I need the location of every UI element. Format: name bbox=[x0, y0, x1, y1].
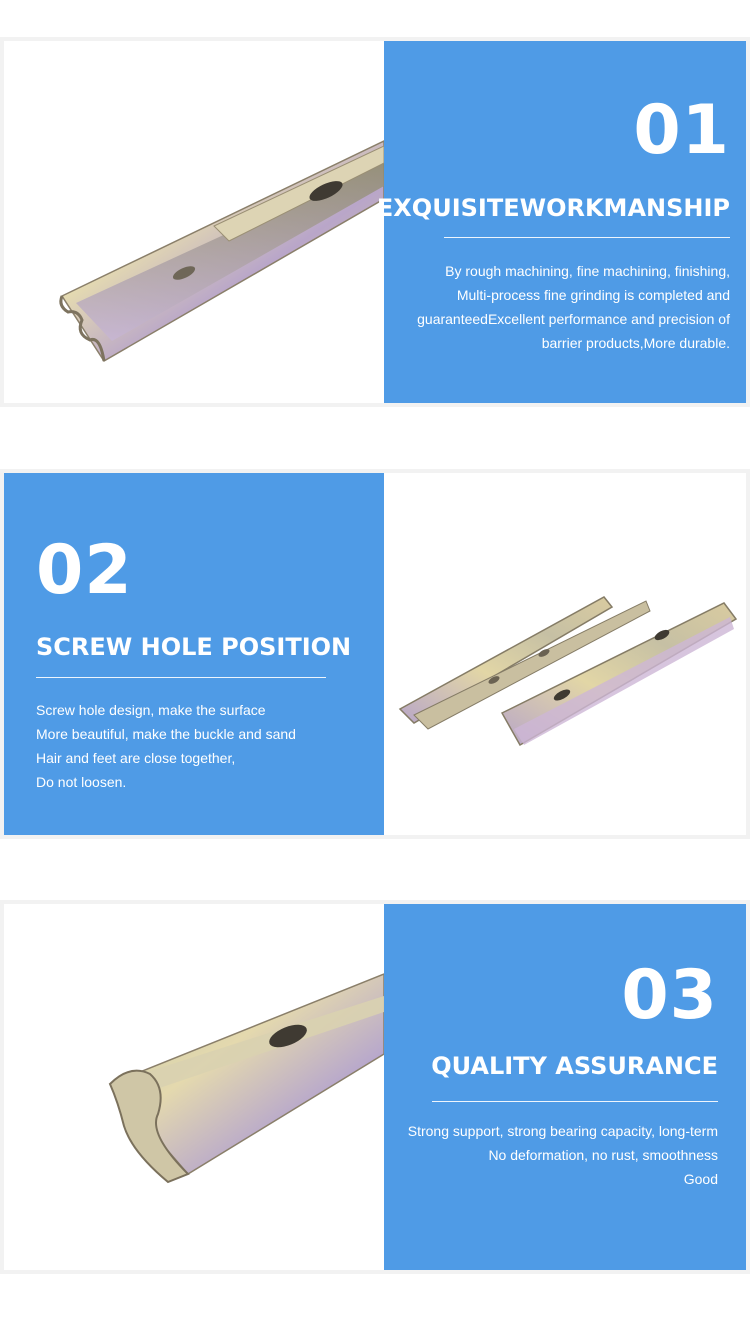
section-number: 03 bbox=[621, 956, 718, 1035]
description-line: barrier products,More durable. bbox=[541, 335, 730, 351]
section-description bbox=[378, 1119, 718, 1191]
description-line: More beautiful, make the buckle and sand bbox=[36, 726, 296, 742]
product-photo-1 bbox=[4, 41, 384, 403]
metal-rail-closeup-icon bbox=[4, 904, 384, 1270]
feature-panel-1 bbox=[376, 41, 746, 403]
divider bbox=[36, 677, 326, 678]
feature-card-3 bbox=[0, 900, 750, 1274]
description-line: Do not loosen. bbox=[36, 774, 127, 790]
metal-rail-single-icon bbox=[4, 41, 384, 403]
description-line: By rough machining, fine machining, finishing, bbox=[445, 263, 730, 279]
section-title: SCREW HOLE POSITION bbox=[36, 633, 352, 661]
section-description bbox=[36, 698, 366, 794]
divider bbox=[432, 1101, 718, 1102]
feature-panel-2 bbox=[4, 473, 384, 835]
feature-card-2 bbox=[0, 469, 750, 839]
description-line: Good bbox=[683, 1171, 718, 1187]
product-photo-3 bbox=[4, 904, 384, 1270]
feature-panel-3 bbox=[384, 904, 746, 1270]
description-line: No deformation, no rust, smoothness bbox=[488, 1147, 718, 1163]
section-title: QUALITY ASSURANCE bbox=[431, 1052, 718, 1080]
description-line: Multi-process fine grinding is completed and bbox=[456, 287, 730, 303]
section-number: 02 bbox=[36, 531, 133, 610]
description-line: Strong support, strong bearing capacity, long-term bbox=[407, 1123, 718, 1139]
feature-card-1 bbox=[0, 37, 750, 407]
description-line: guaranteedExcellent performance and precision of bbox=[417, 311, 730, 327]
section-title: EXQUISITEWORKMANSHIP bbox=[376, 194, 730, 222]
metal-rail-pair-icon bbox=[384, 473, 746, 835]
section-number: 01 bbox=[633, 91, 730, 170]
product-photo-2 bbox=[384, 473, 746, 835]
divider bbox=[444, 237, 730, 238]
description-line: Hair and feet are close together, bbox=[36, 750, 236, 766]
description-line: Screw hole design, make the surface bbox=[36, 702, 266, 718]
section-description bbox=[370, 259, 730, 355]
